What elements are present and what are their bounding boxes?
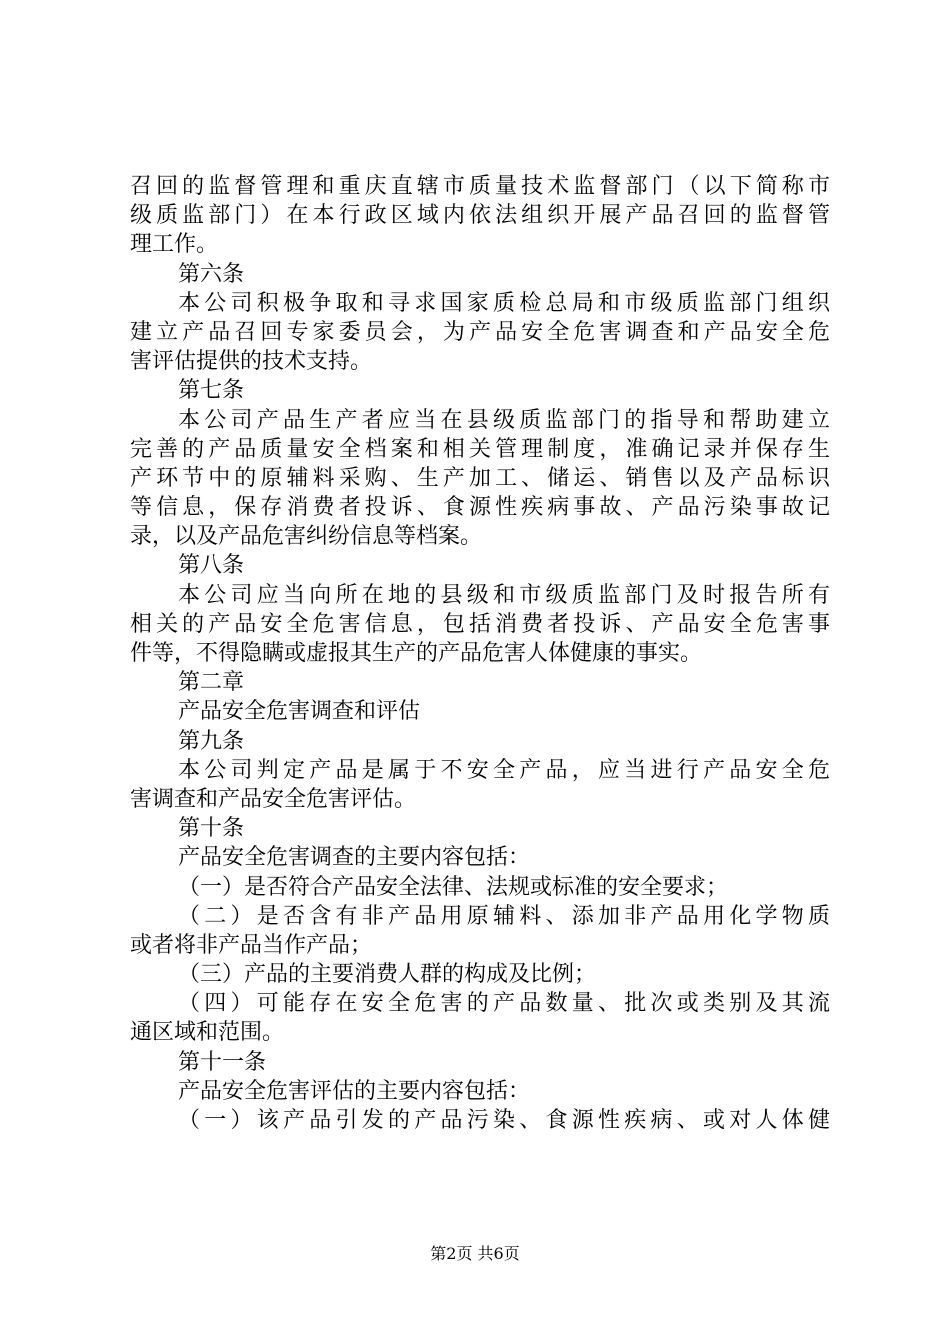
text-line: 或者将非产品当作产品； xyxy=(130,932,373,958)
text-line: （一）该产品引发的产品污染、食源性疾病、或对人体健 xyxy=(178,1108,830,1133)
text-line: 产品安全危害调查的主要内容包括： xyxy=(178,845,531,871)
text-line: 本公司积极争取和寻求国家质检总局和市级质监部门组织 xyxy=(178,290,830,316)
text-line: 第十条 xyxy=(178,816,245,842)
text-line: 本公司产品生产者应当在县级质监部门的指导和帮助建立 xyxy=(178,407,830,433)
text-line: 相关的产品安全危害信息，包括消费者投诉、产品安全危害事 xyxy=(130,611,830,637)
text-line: 本公司应当向所在地的县级和市级质监部门及时报告所有 xyxy=(178,582,830,608)
text-line: （二）是否含有非产品用原辅料、添加非产品用化学物质 xyxy=(178,903,830,929)
text-line: 第二章 xyxy=(178,670,245,696)
text-line: 产品安全危害调查和评估 xyxy=(178,699,421,725)
text-line: 第八条 xyxy=(178,553,245,579)
text-line: 第十一条 xyxy=(178,1049,267,1075)
text-line: 等信息，保存消费者投诉、食源性疾病事故、产品污染事故记 xyxy=(130,495,830,521)
text-line: 件等，不得隐瞒或虚报其生产的产品危害人体健康的事实。 xyxy=(130,641,703,666)
text-line: 建立产品召回专家委员会，为产品安全危害调查和产品安全危 xyxy=(130,319,830,345)
page-number-footer: 第2页 共6页 xyxy=(430,1244,520,1263)
text-line: 通区域和范围。 xyxy=(130,1020,285,1046)
text-line: 产环节中的原辅料采购、生产加工、储运、销售以及产品标识 xyxy=(130,465,830,491)
document-body xyxy=(130,172,830,1135)
text-line: 召回的监督管理和重庆直辖市质量技术监督部门（以下简称市 xyxy=(130,174,830,199)
text-line: （四）可能存在安全危害的产品数量、批次或类别及其流 xyxy=(178,991,830,1017)
text-line: （三）产品的主要消费人群的构成及比例； xyxy=(178,962,597,988)
text-line: 完善的产品质量安全档案和相关管理制度，准确记录并保存生 xyxy=(130,436,830,462)
text-line: 本公司判定产品是属于不安全产品，应当进行产品安全危 xyxy=(178,757,830,783)
text-line: 第六条 xyxy=(178,261,245,287)
text-line: 第九条 xyxy=(178,728,245,754)
text-line: 级质监部门）在本行政区域内依法组织开展产品召回的监督管 xyxy=(130,203,830,229)
text-line: 产品安全危害评估的主要内容包括： xyxy=(178,1078,531,1104)
text-line: 害调查和产品安全危害评估。 xyxy=(130,786,417,812)
text-line: （一）是否符合产品安全法律、法规或标准的安全要求； xyxy=(178,874,729,900)
text-line: 录，以及产品危害纠纷信息等档案。 xyxy=(130,524,483,550)
text-line: 害评估提供的技术支持。 xyxy=(130,349,373,375)
text-line: 理工作。 xyxy=(130,232,219,258)
text-line: 第七条 xyxy=(178,378,245,404)
